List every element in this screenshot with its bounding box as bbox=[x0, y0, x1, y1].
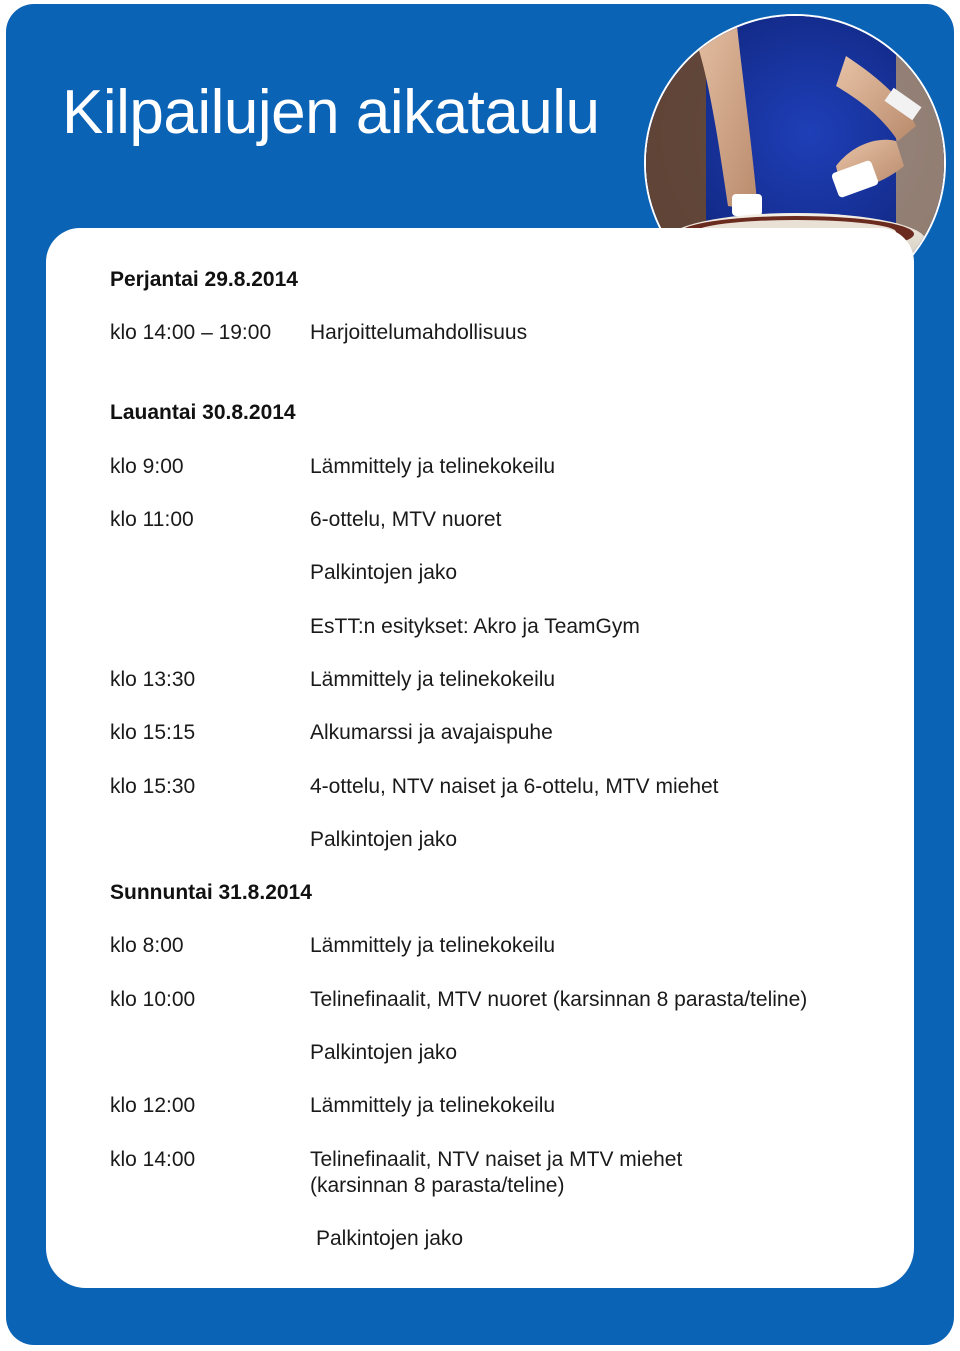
event-label: Telinefinaalit, MTV nuoret (karsinnan 8 parasta/teline) bbox=[310, 988, 808, 1011]
time-label: klo 14:00 bbox=[110, 1148, 196, 1171]
event-label: Palkintojen jako bbox=[316, 1227, 464, 1250]
time-label: klo 13:30 bbox=[110, 668, 196, 691]
event-label: Lämmittely ja telinekokeilu bbox=[310, 455, 556, 478]
time-label: klo 15:30 bbox=[110, 775, 196, 798]
event-label: 4-ottelu, NTV naiset ja 6-ottelu, MTV miehet bbox=[310, 775, 719, 798]
event-label: Palkintojen jako bbox=[310, 1041, 458, 1064]
event-label: Lämmittely ja telinekokeilu bbox=[310, 1094, 556, 1117]
day-heading-sunday: Sunnuntai 31.8.2014 bbox=[110, 881, 312, 904]
page-title: Kilpailujen aikataulu bbox=[62, 78, 600, 147]
event-label: Alkumarssi ja avajaispuhe bbox=[310, 721, 553, 744]
schedule-panel bbox=[46, 228, 914, 1288]
time-label: klo 10:00 bbox=[110, 988, 196, 1011]
event-label: Telinefinaalit, NTV naiset ja MTV miehet bbox=[310, 1148, 683, 1171]
event-label-continued: (karsinnan 8 parasta/teline) bbox=[310, 1174, 565, 1197]
time-label: klo 12:00 bbox=[110, 1094, 196, 1117]
event-label: EsTT:n esitykset: Akro ja TeamGym bbox=[310, 615, 640, 638]
time-label: klo 9:00 bbox=[110, 455, 184, 478]
event-label: Lämmittely ja telinekokeilu bbox=[310, 668, 556, 691]
time-label: klo 15:15 bbox=[110, 721, 196, 744]
event-label: 6-ottelu, MTV nuoret bbox=[310, 508, 502, 531]
day-heading-saturday: Lauantai 30.8.2014 bbox=[110, 401, 296, 424]
event-label: Lämmittely ja telinekokeilu bbox=[310, 934, 556, 957]
time-label: klo 14:00 – 19:00 bbox=[110, 321, 272, 344]
time-label: klo 11:00 bbox=[110, 508, 194, 531]
day-heading-friday: Perjantai 29.8.2014 bbox=[110, 268, 298, 291]
event-label: Harjoittelumahdollisuus bbox=[310, 321, 528, 344]
event-label: Palkintojen jako bbox=[310, 828, 458, 851]
event-label: Palkintojen jako bbox=[310, 561, 458, 584]
time-label: klo 8:00 bbox=[110, 934, 184, 957]
